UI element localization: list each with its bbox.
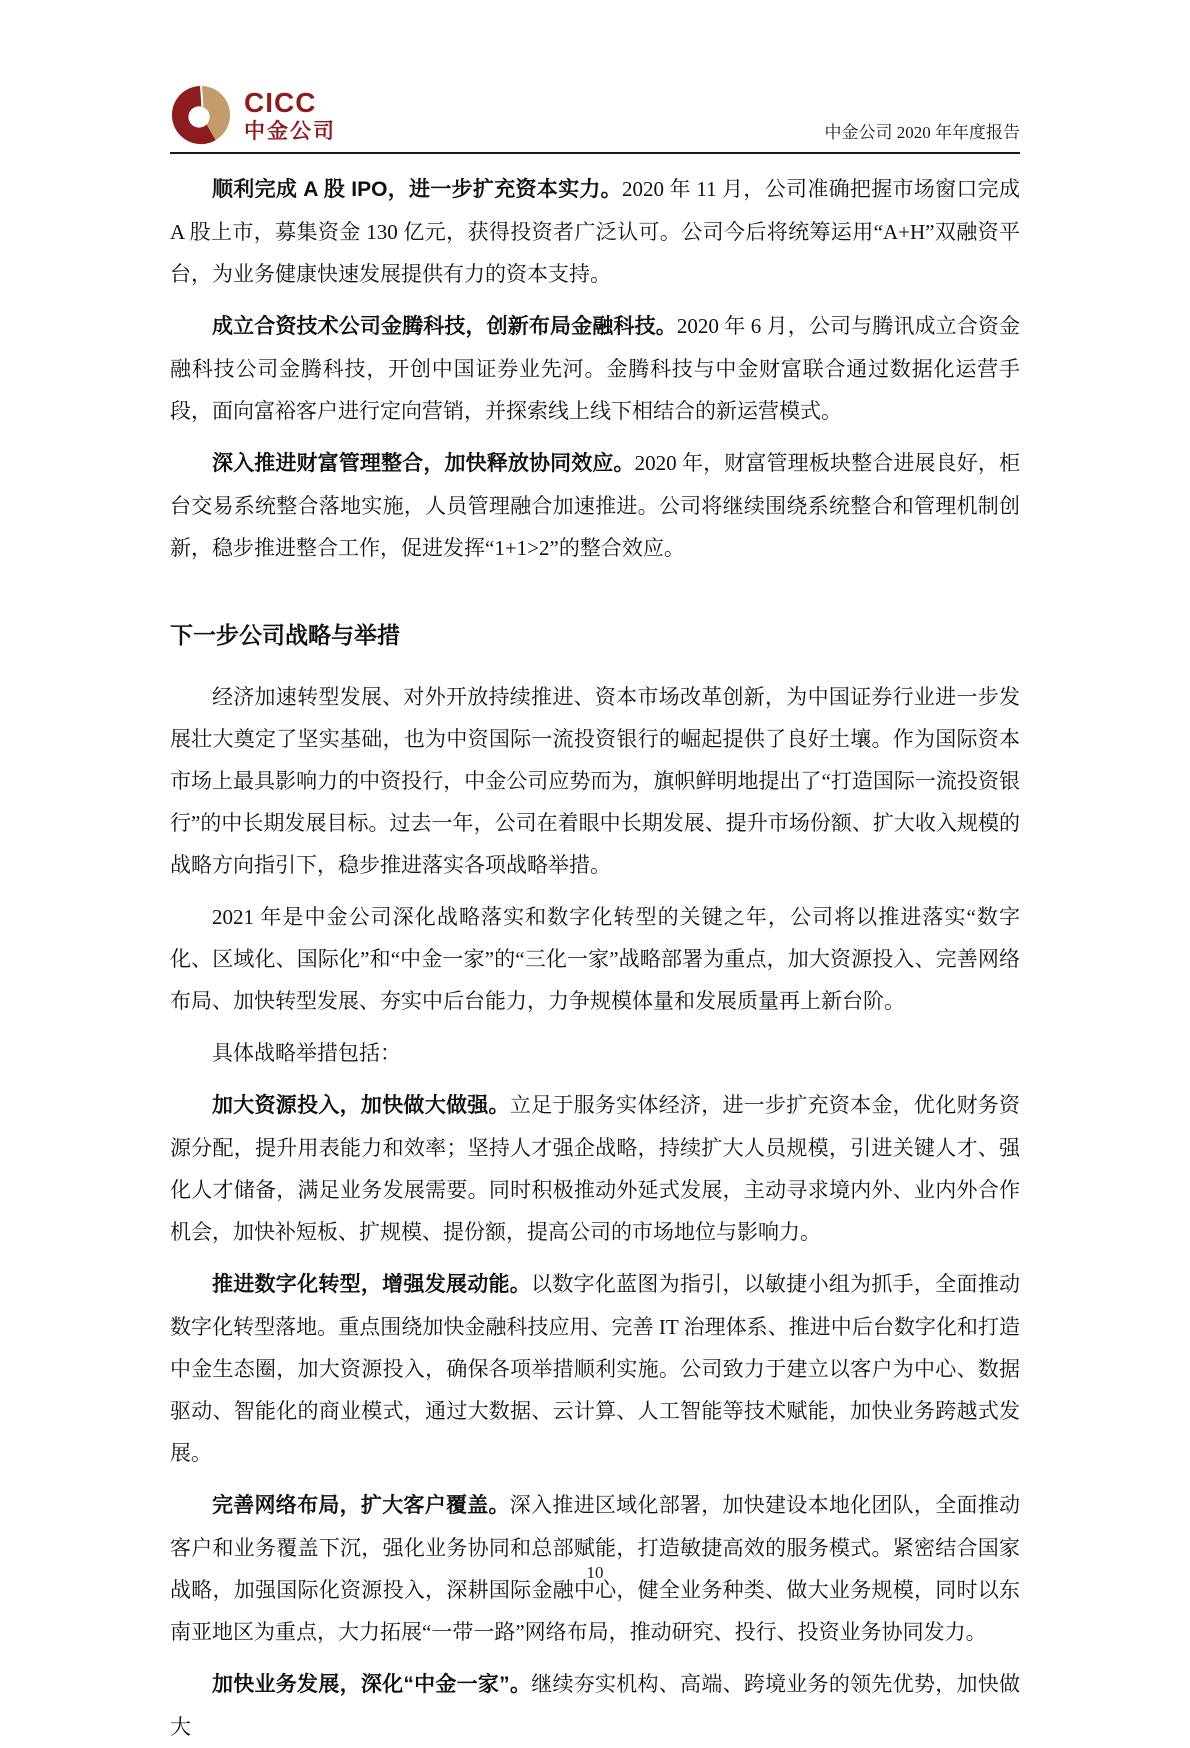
paragraph-ipo <box>170 168 1020 295</box>
paragraph-measure-digital <box>170 1263 1020 1474</box>
logo-cicc-text: CICC <box>244 86 317 118</box>
paragraph-wealth <box>170 442 1020 569</box>
paragraph-wealth-text: 2020 年，财富管理板块整合进展良好，柜台交易系统整合落地实施，人员管理融合加速推进。公司将继续围绕系统整合和管理机制创新，稳步推进整合工作，促进发挥“1+1>2”的整合效应。 <box>170 451 1021 560</box>
paragraph-wealth-lead: 深入推进财富管理整合，加快释放协同效应。 <box>212 452 635 475</box>
document-body <box>170 168 1020 1748</box>
paragraph-ipo-lead: 顺利完成 A 股 IPO，进一步扩充资本实力。 <box>212 178 622 201</box>
paragraph-jinteng <box>170 305 1020 432</box>
paragraph-strategy-intro: 经济加速转型发展、对外开放持续推进、资本市场改革创新，为中国证券行业进一步发展壮大奠定了坚实基础，也为中资国际一流投资银行的崛起提供了良好土壤。作为国际资本市场上最具影响力的中资投行，中金公司应势而为，旗帜鲜明地提出了“打造国际一流投资银行”的中长期发展目标。过去一年，公司在着眼中长期发展、提升市场份额、扩大收入规模的战略方向指引下，稳步推进落实各项战略举措。 <box>170 685 1020 877</box>
paragraph-jinteng-lead: 成立合资技术公司金腾科技，创新布局金融科技。 <box>212 315 677 338</box>
measure-onecicc-text: 继续夯实机构、高端、跨境业务的领先优势，加快做大 <box>170 1672 1021 1739</box>
measure-digital-lead: 推进数字化转型，增强发展动能。 <box>212 1273 532 1296</box>
report-title: 中金公司 2020 年年度报告 <box>824 123 1020 142</box>
paragraph-ipo-text: 2020 年 11 月，公司准确把握市场窗口完成 A 股上市，募集资金 130 亿元，获得投资者广泛认可。公司今后将统筹运用“A+H”双融资平台，为业务健康快速发展提供有力的资本支持。 <box>170 177 1020 286</box>
measure-resources-text: 立足于服务实体经济，进一步扩充资本金，优化财务资源分配，提升用表能力和效率；坚持人才强企战略，持续扩大人员规模，引进关键人才、强化人才储备，满足业务发展需要。同时积极推动外延式发展，主动寻求境内外、业内外合作机会，加快补短板、扩规模、提份额，提高公司的市场地位与影响力。 <box>170 1093 1021 1244</box>
paragraph-measure-onecicc <box>170 1663 1020 1748</box>
section-heading-strategy: 下一步公司战略与举措 <box>170 622 400 648</box>
measure-resources-lead: 加大资源投入，加快做大做强。 <box>212 1094 510 1117</box>
measure-network-text: 深入推进区域化部署，加快建设本地化团队，全面推动客户和业务覆盖下沉，强化业务协同和总部赋能，打造敏捷高效的服务模式。紧密结合国家战略，加强国际化资源投入，深耕国际金融中心，健全业务种类、做大业务规模，同时以东南亚地区为重点，大力拓展“一带一路”网络布局，推动研究、投行、投资业务协同发力。 <box>170 1493 1021 1644</box>
page-header <box>170 84 1020 154</box>
paragraph-jinteng-text: 2020 年 6 月，公司与腾讯成立合资金融科技公司金腾科技，开创中国证券业先河。金腾科技与中金财富联合通过数据化运营手段，面向富裕客户进行定向营销，并探索线上线下相结合的新运营模式。 <box>170 314 1021 423</box>
measure-network-lead: 完善网络布局，扩大客户覆盖。 <box>212 1494 510 1517</box>
logo-chinese-text: 中金公司 <box>244 119 336 143</box>
paragraph-measure-resources <box>170 1084 1020 1253</box>
measure-digital-text: 以数字化蓝图为指引，以敏捷小组为抓手，全面推动数字化转型落地。重点围绕加快金融科技应用、完善 IT 治理体系、推进中后台数字化和打造中金生态圈，加大资源投入，确保各项举措顺利实施。公司致力于建立以客户为中心、数据驱动、智能化的商业模式，通过大数据、云计算、人工智能等技术赋能，加快业务跨越式发展。 <box>170 1272 1021 1465</box>
cicc-logo-icon <box>170 84 232 146</box>
measure-onecicc-lead: 加快业务发展，深化“中金一家”。 <box>212 1673 532 1696</box>
page-number: 10 <box>586 1563 604 1582</box>
paragraph-2021-plan: 2021 年是中金公司深化战略落实和数字化转型的关键之年，公司将以推进落实“数字化、区域化、国际化”和“中金一家”的“三化一家”战略部署为重点，加大资源投入、完善网络布局、加快转型发展、夯实中后台能力，力争规模体量和发展质量再上新台阶。 <box>170 905 1020 1013</box>
page-footer <box>0 1563 1190 1583</box>
logo-wordmark <box>244 86 336 143</box>
cicc-logo <box>170 84 336 146</box>
paragraph-measures-label: 具体战略举措包括： <box>212 1041 401 1065</box>
